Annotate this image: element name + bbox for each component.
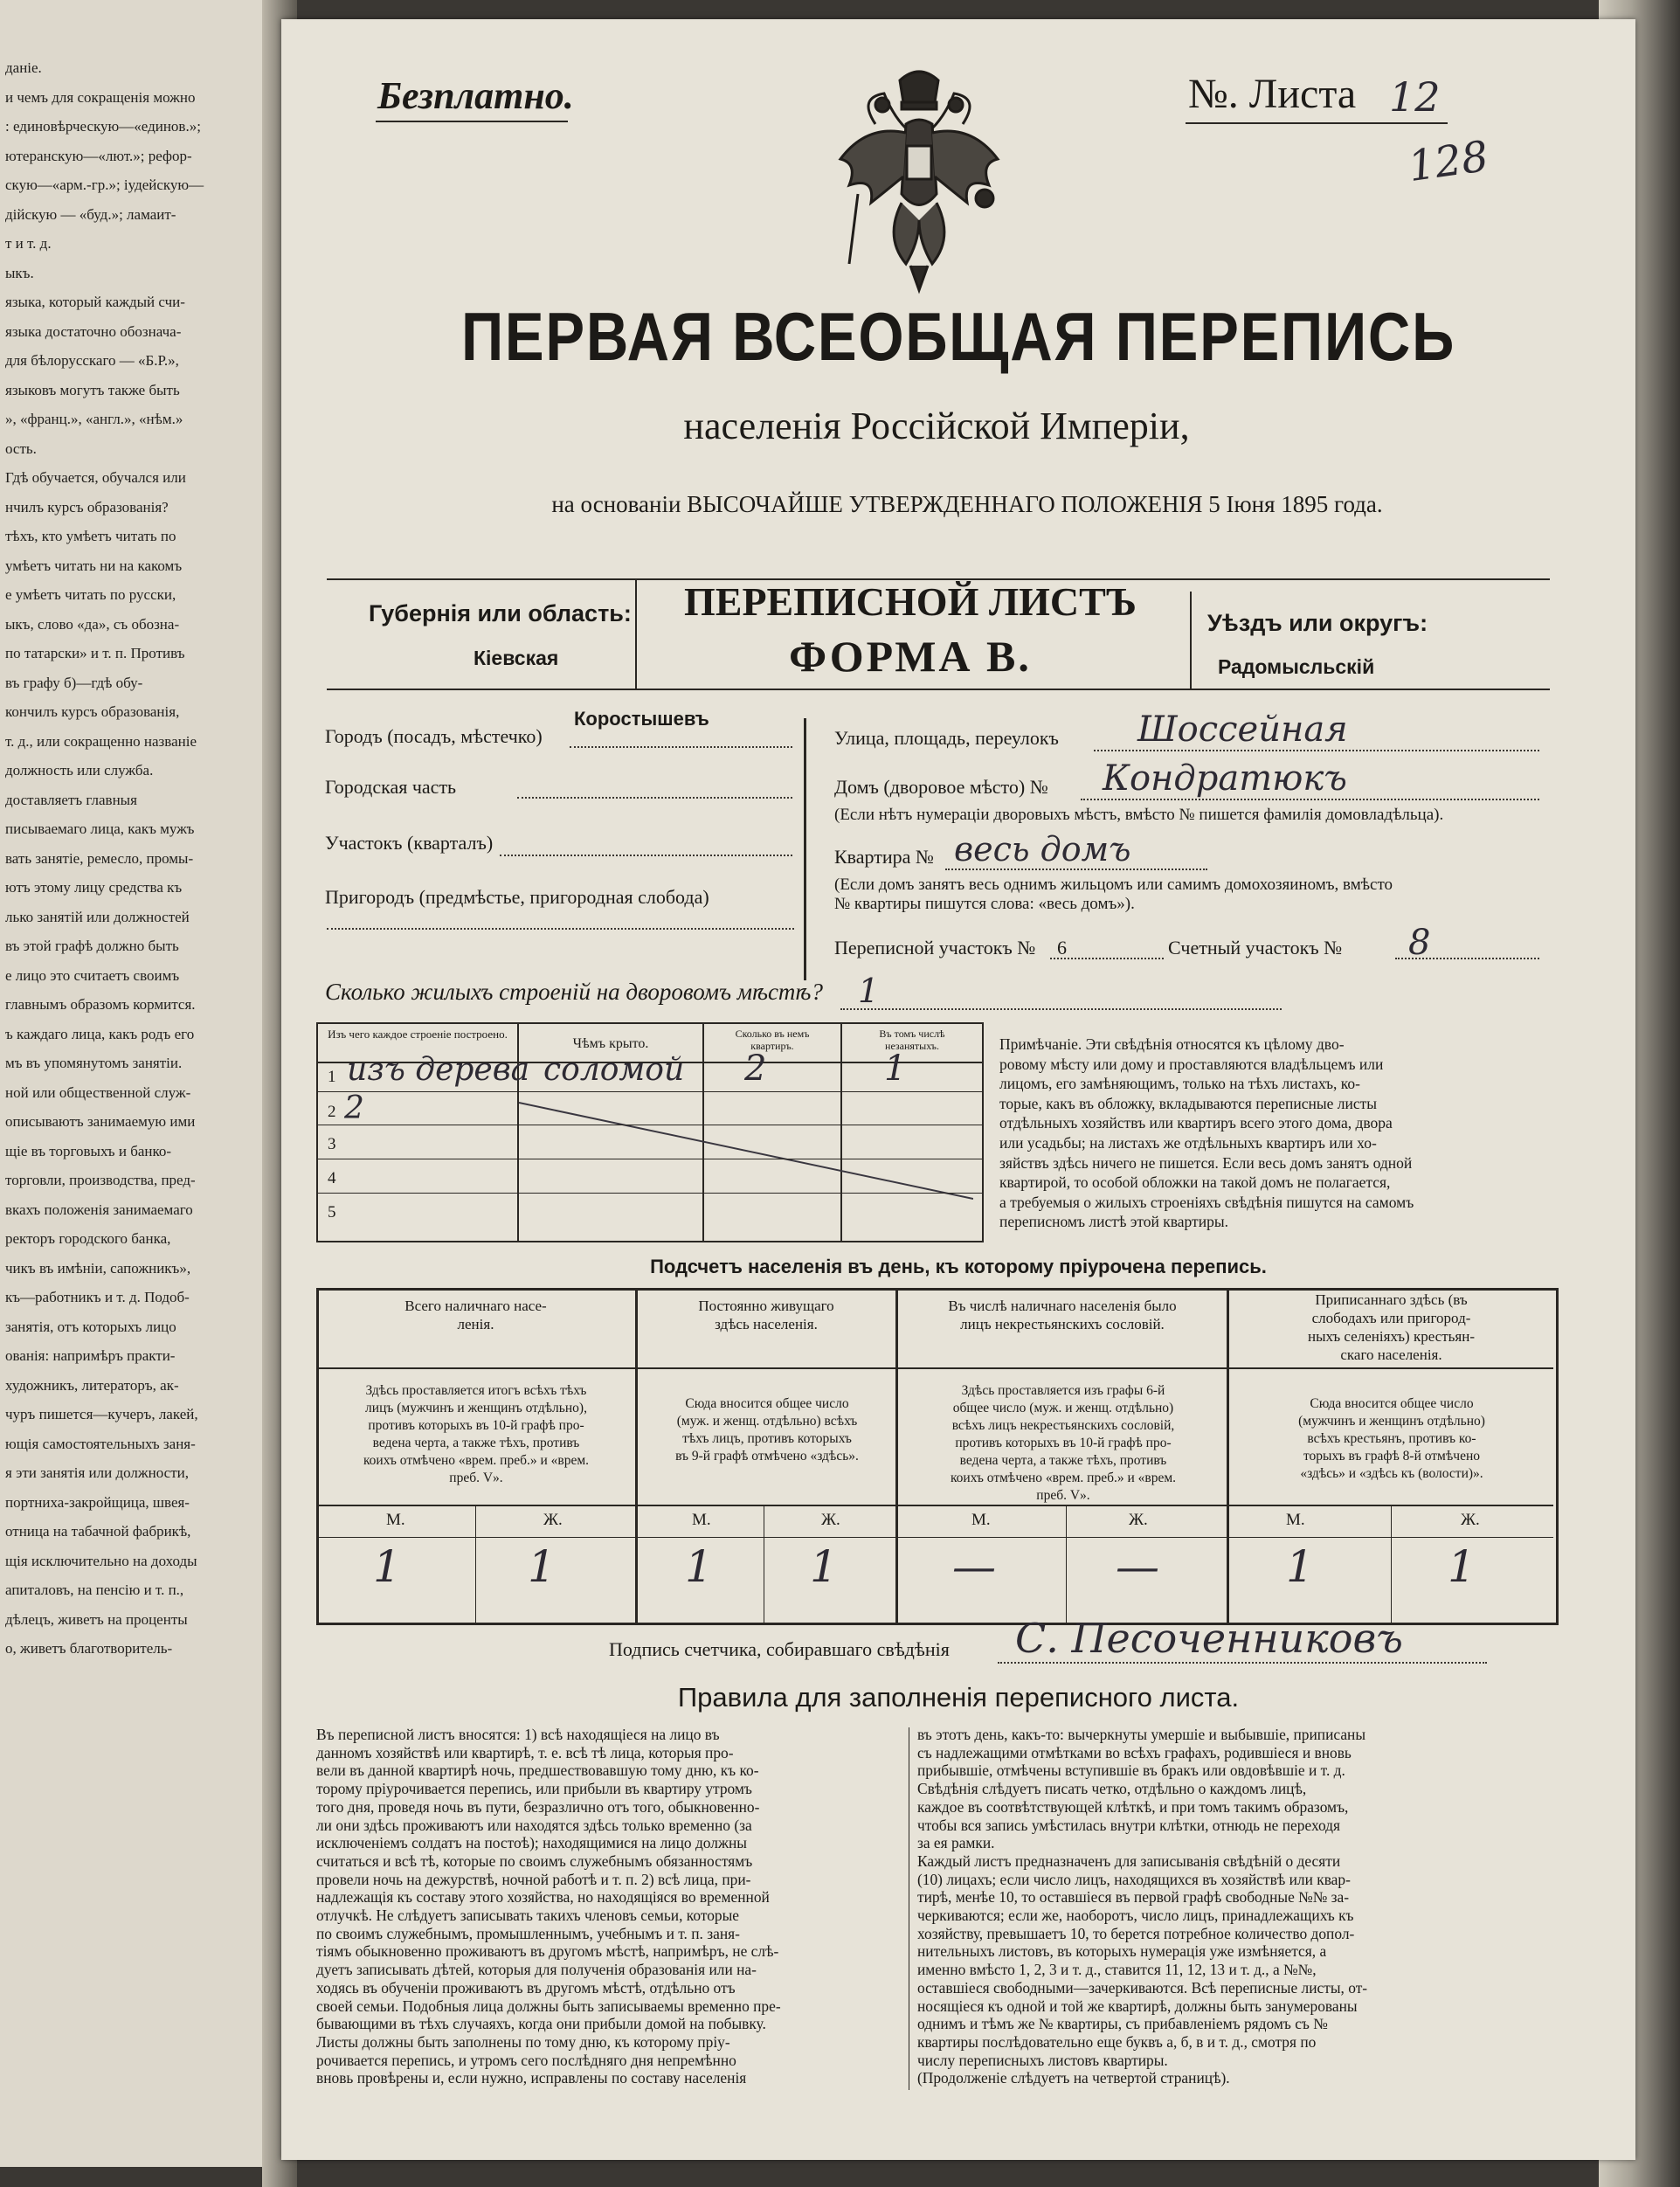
facing-page-line: е умѣетъ читать по русски, (5, 586, 176, 603)
house-note: (Если нѣтъ нумераціи дворовыхъ мѣстъ, вмѣсто № пишется фамилія домовладѣльца). (834, 806, 1444, 824)
facing-page-line: о, живетъ благотворитель- (5, 1640, 173, 1657)
counting-district-label: Счетный участокъ № (1168, 937, 1343, 959)
pop-col-peasant-desc: Сюда вносится общее число (мужчинъ и женщинъ отдѣльно) всѣхъ крестьянъ, противъ ко- торыхъ въ графѣ 8-й отмѣчено «здѣсь» и «здѣсь къ (волости)». (1298, 1396, 1485, 1481)
district-value: Радомысльскій (1218, 655, 1375, 678)
col-vacant-header: Въ томъ числѣ незанятыхъ. (879, 1028, 945, 1052)
facing-page-line: чуръ пишется—кучеръ, лакей, (5, 1406, 198, 1422)
suburb-label: Пригородъ (предмѣстье, пригородная слобода) (325, 886, 709, 908)
free-label: Безплатно. (377, 74, 574, 117)
rules-line: носящіеся къ одной и той же квартирѣ, должны быть занумерованы (917, 1997, 1358, 2015)
facing-page-line: дѣлецъ, живетъ на проценты (5, 1610, 188, 1628)
double-headed-eagle-emblem (823, 63, 1015, 299)
building-row-number: 3 (328, 1135, 336, 1153)
form-title: ПЕРЕПИСНОЙ ЛИСТЪ (683, 579, 1137, 624)
house-value: Кондратюкъ (1103, 758, 1347, 799)
building-row-number: 2 (328, 1103, 336, 1121)
facing-page-line: ованія: напримѣръ практи- (5, 1347, 176, 1364)
facing-page-line: въ графу б)—гдѣ обу- (5, 674, 143, 691)
facing-page-line: дійскую — «буд.»; ламаит- (5, 205, 176, 223)
rules-line: считаться и всѣ тѣ, которые по своимъ служебнымъ обязанностямъ (316, 1851, 753, 1870)
facing-page-line: въ этой графѣ должно быть (5, 938, 179, 954)
rules-line: своей семьи. Подобныя лица должны быть записываемы временно пре- (316, 1997, 781, 2015)
facing-page-line: щіе въ торговыхъ и банко- (5, 1142, 172, 1159)
rules-line: нительныхъ листовъ, въ которыхъ нумерація уже измѣняется, а (917, 1942, 1327, 1961)
facing-page-line: доставляетъ главныя (5, 791, 137, 808)
facing-page-line: : единовѣрческую—«единов.»; (5, 118, 201, 135)
permanent-male: 1 (685, 1541, 713, 1592)
facing-page-line: ной или общественной служ- (5, 1083, 191, 1101)
total-female: 1 (528, 1541, 556, 1592)
note-line: квартирой, то особой обложки на такой домъ не полагается, (999, 1173, 1391, 1192)
city-value: Коростышевъ (574, 708, 709, 730)
building-row-mark: 2 (344, 1090, 364, 1126)
form-variant: ФОРМА В. (789, 632, 1032, 681)
facing-page-line: кончилъ курсъ образованія, (5, 703, 180, 720)
rules-line: данномъ хозяйствѣ или квартирѣ, т. е. всѣ тѣ лица, которыя про- (316, 1743, 734, 1761)
facing-page-line: главнымъ образомъ кормится. (5, 996, 196, 1013)
census-district-label: Переписной участокъ № (834, 937, 1036, 959)
building-row-number: 4 (328, 1169, 336, 1187)
facing-page-line: даніе. (5, 59, 42, 76)
population-title: Подсчетъ населенія въ день, къ которому пріурочена перепись. (650, 1256, 1267, 1277)
permanent-female: 1 (810, 1541, 838, 1592)
building-material: изъ дерева (347, 1052, 530, 1088)
pop-col-nonpeasant-desc: Здѣсь проставляется изъ графы 6-й общее число (муж. и женщ. отдѣльно) всѣхъ лицъ некрестьянскихъ сословій, противъ которыхъ въ 10-й графѣ про- ведена черта, а также тѣхъ, противъ коихъ отмѣчено «врем. преб.» и «врем. преб. V». (950, 1383, 1177, 1503)
female-label: Ж. (1129, 1511, 1148, 1529)
facing-page-line: умѣетъ читать ни на какомъ (5, 557, 183, 574)
facing-page-line: ютъ этому лицу средства къ (5, 879, 183, 896)
city-label: Городъ (посадъ, мѣстечко) (325, 725, 543, 747)
legal-basis: на основаніи ВЫСОЧАЙШЕ УТВЕРЖДЕННАГО ПОЛОЖЕНІЯ 5 Іюня 1895 года. (551, 491, 1383, 517)
facing-page-line: языка, который каждый счи- (5, 294, 185, 310)
facing-page-line: апиталовъ, на пенсію и т. п., (5, 1581, 184, 1598)
rules-line: того дня, проведя ночь въ пути, безразлично отъ того, обыкновенно- (316, 1797, 760, 1816)
facing-page-line: лько занятій или должностей (5, 908, 190, 925)
facing-page-line: портниха-закройщица, швея- (5, 1493, 190, 1511)
rules-line: именно вмѣсто 1, 2, 3 и т. д., ставится 11, 12, 13 и т. д., а №№, (917, 1961, 1317, 1979)
facing-page-line: къ—работникъ и т. д. Подоб- (5, 1289, 190, 1305)
facing-page-line: торговли, производства, пред- (5, 1172, 196, 1188)
building-row-number: 1 (328, 1068, 336, 1086)
nonpeasant-female: — (1116, 1541, 1159, 1592)
facing-page-line: и чемъ для сокращенія можно (5, 88, 196, 106)
rules-line: исключеніемъ солдатъ на постоѣ); находящимися на лицо должны (316, 1834, 747, 1852)
census-sheet (281, 19, 1635, 2160)
facing-page-line: ъ каждаго лица, какъ родъ его (5, 1025, 195, 1042)
city-section-label: Участокъ (кварталъ) (325, 832, 494, 854)
rules-line: за ея рамки. (917, 1834, 995, 1852)
rules-line: хозяйству, превышаетъ 10, то берется потребное количество допол- (917, 1924, 1355, 1942)
male-label: М. (1286, 1511, 1305, 1529)
archive-number: 128 (1405, 131, 1492, 192)
facing-page-line: мъ въ упомянутомъ занятіи. (5, 1055, 183, 1071)
rules-line: числу переписныхъ листовъ квартиры. (917, 2051, 1168, 2069)
male-label: М. (971, 1511, 991, 1529)
facing-page-line: ющія самостоятельныхъ заня- (5, 1435, 196, 1452)
facing-page-line: занятія, отъ которыхъ лицо (5, 1318, 176, 1335)
rules-line: торому пріурочивается перепись, или прибыли въ квартиру утромъ (316, 1780, 752, 1798)
street-value: Шоссейная (1137, 709, 1348, 750)
note-line: зяйствъ здѣсь ничего не пишется. Если весь домъ занятъ одной (999, 1153, 1413, 1172)
pop-col-peasant-header: Приписаннаго здѣсь (въ слободахъ или пригород- ныхъ селеніяхъ) крестьян- скаго населенія. (1308, 1291, 1475, 1363)
facing-page-line: нчилъ курсъ образованія? (5, 498, 169, 516)
buildings-note (999, 1035, 1552, 1232)
cancelled-rows-stroke (519, 1076, 973, 1225)
rules-line: каждое въ соотвѣтствующей клѣткѣ, и при томъ такимъ образомъ, (917, 1797, 1349, 1816)
facing-page-line: е лицо это считаетъ своимъ (5, 966, 180, 984)
rules-line: (Продолженіе слѣдуетъ на четвертой страницѣ). (917, 2069, 1230, 2087)
house-label: Домъ (дворовое мѣсто) № (834, 776, 1048, 798)
facing-page-line: ютеранскую—«лют.»; рефор- (5, 147, 192, 164)
facing-page-line: тѣхъ, кто умѣетъ читать по (5, 528, 176, 544)
rules-title: Правила для заполненія переписного листа. (677, 1682, 1240, 1713)
facing-page-line: », «франц.», «англ.», «нѣм.» (5, 411, 183, 427)
facing-page-line: отница на табачной фабрикѣ, (5, 1523, 191, 1540)
col-apartments-header: Сколько въ немъ квартиръ. (735, 1028, 810, 1052)
rules-line: Каждый листъ предназначенъ для записыванія свѣдѣній о десяти (917, 1851, 1341, 1870)
facing-page-line: т. д., или сокращенно названіе (5, 732, 197, 750)
facing-page-line: писываемаго лица, какъ мужъ (5, 820, 195, 837)
province-label: Губернія или область: (369, 600, 632, 626)
facing-page-line: т и т. д. (5, 235, 52, 252)
sheet-number-value: 12 (1389, 73, 1441, 121)
rules-line: прибывшіе, отмѣчены вступившіе въ бракъ или овдовѣвшіе и т. д. (917, 1761, 1345, 1780)
rules-right-column (917, 1726, 1520, 2087)
facing-page-line: для бѣлорусскаго — «Б.Р.», (5, 352, 179, 369)
nonpeasant-male: — (952, 1541, 996, 1592)
facing-page-line: Гдѣ обучается, обучался или (5, 469, 186, 486)
main-title: ПЕРВАЯ ВСЕОБЩАЯ ПЕРЕПИСЬ (460, 298, 1456, 375)
buildings-question: Сколько жилыхъ строеній на дворовомъ мѣстѣ? (325, 979, 823, 1005)
note-line: переписномъ листѣ этой квартиры. (999, 1213, 1228, 1231)
facing-page-line: щія исключительно на доходы (5, 1552, 197, 1569)
pop-col-permanent-header: Постоянно живущаго здѣсь населенія. (698, 1298, 834, 1332)
rules-line: съ надлежащими отмѣтками во всѣхъ графахъ, родившіеся и вновь (917, 1743, 1352, 1761)
signature-label: Подпись счетчика, собиравшаго свѣдѣнія (609, 1638, 950, 1660)
building-roof: соломой (543, 1052, 685, 1088)
note-line: отдѣльныхъ хозяйствъ или квартиръ всего этого дома, двора (999, 1114, 1393, 1132)
apartment-note-1: (Если домъ занятъ весь однимъ жильцомъ или самимъ домохозяиномъ, вмѣсто (834, 875, 1393, 894)
facing-page-line: чикъ въ имѣніи, сапожникъ», (5, 1259, 191, 1277)
note-line: или усадьбы; на листахъ же отдѣльныхъ квартиръ или хо- (999, 1133, 1377, 1152)
rules-line: тирѣ, менѣе 10, то оставшіеся въ первой графѣ свободные №№ за- (917, 1888, 1350, 1907)
note-line: а требуемыя о жилыхъ строеніяхъ свѣдѣнія пишутся на самомъ (999, 1193, 1414, 1211)
rules-line: чтобы вся запись умѣстилась внутри клѣтки, отнюдь не переходя (917, 1816, 1341, 1834)
building-apartments: 2 (744, 1049, 767, 1089)
rules-line: въ этотъ день, какъ-то: вычеркнуты умершіе и выбывшіе, приписаны (917, 1726, 1366, 1743)
province-value: Кіевская (474, 647, 559, 669)
col-material-header: Изъ чего каждое строеніе построено. (328, 1028, 508, 1041)
rules-line: черкиваются; если же, наоборотъ, число лицъ, принадлежащихъ къ (917, 1907, 1354, 1925)
pop-col-permanent-desc: Сюда вносится общее число (муж. и женщ. отдѣльно) всѣхъ тѣхъ лицъ, противъ которыхъ въ 9-й графѣ отмѣчено «здѣсь». (675, 1396, 859, 1464)
rules-line: по своимъ служебнымъ, промышленнымъ, учебнымъ и т. п. заня- (316, 1924, 740, 1942)
subtitle: населенія Россійской Имперіи, (683, 405, 1190, 447)
rules-line: рочивается перепись, и утромъ сего послѣдняго дня непремѣнно (316, 2051, 736, 2069)
rules-line: однимъ и тѣмъ же № квартиры, съ прибавленіемъ рядомъ съ № (917, 2015, 1328, 2033)
street-label: Улица, площадь, переулокъ (834, 727, 1059, 749)
facing-page-line: я эти занятія или должности, (5, 1464, 189, 1481)
col-roof-header: Чѣмъ крыто. (572, 1036, 649, 1051)
enumerator-signature: С. Песоченниковъ (1015, 1615, 1403, 1662)
rules-line: дуетъ записывать дѣтей, которыя для полученія образованія или на- (316, 1961, 757, 1979)
facing-page-line: художникъ, литераторъ, ак- (5, 1376, 179, 1394)
rules-line: ходясь въ обученіи проживаютъ въ другомъ мѣстѣ, отдѣльно отъ (316, 1978, 736, 1997)
rules-line: квартиры послѣдовательно еще буквъ а, б, в и т. д., смотря по (917, 2032, 1317, 2051)
building-vacant: 1 (884, 1049, 907, 1089)
facing-page-line: языковъ могутъ также быть (5, 381, 180, 398)
building-row-number: 5 (328, 1203, 336, 1222)
female-label: Ж. (821, 1511, 840, 1529)
rules-line: (10) лицахъ; если число лицъ, находящихся въ хозяйствѣ или квар- (917, 1870, 1351, 1888)
facing-page-line: языка достаточно обознача- (5, 322, 182, 340)
counting-district-value: 8 (1408, 923, 1431, 963)
facing-page-line: ость. (5, 439, 37, 457)
note-line: торые, какъ въ обложку, вкладываются переписные листы (999, 1094, 1378, 1112)
rules-line: Свѣдѣнія слѣдуетъ писать четко, отдѣльно о каждомъ лицѣ, (917, 1780, 1307, 1798)
buildings-answer: 1 (858, 972, 880, 1010)
facing-page-line: скую—«арм.-гр.»; іудейскую— (5, 176, 204, 193)
rules-line: тіямъ обыкновенно проживаютъ въ другомъ мѣстѣ, напримѣръ, не слѣ- (316, 1942, 779, 1961)
male-label: М. (386, 1511, 405, 1529)
facing-page-line: ыкъ. (5, 264, 34, 281)
facing-page-line: описываютъ занимаемую ими (5, 1113, 196, 1130)
pop-col-total-header: Всего наличнаго насе- ленія. (404, 1298, 547, 1332)
peasant-female: 1 (1448, 1541, 1476, 1592)
total-male: 1 (373, 1541, 401, 1592)
peasant-male: 1 (1286, 1541, 1314, 1592)
facing-page-line: по татарски» и т. п. Противъ (5, 645, 185, 661)
rules-line: Въ переписной листъ вносятся: 1) всѣ находящіеся на лицо въ (316, 1726, 720, 1743)
city-part-label: Городская часть (325, 776, 457, 798)
rules-left-column (316, 1726, 902, 2087)
rules-line: вновь провѣрены и, если нужно, исправлены по составу населенія (316, 2069, 747, 2087)
facing-page-line: вать занятіе, ремесло, промы- (5, 849, 194, 867)
female-label: Ж. (543, 1511, 563, 1529)
female-label: Ж. (1461, 1511, 1480, 1529)
pop-col-nonpeasant-header: Въ числѣ наличнаго населенія было лицъ некрестьянскихъ сословій. (948, 1298, 1177, 1332)
census-district-value: 6 (1057, 937, 1067, 959)
rules-line: ли они здѣсь проживаютъ или находятся здѣсь только временно (за (316, 1816, 752, 1834)
facing-page-line: ректоръ городского банка, (5, 1230, 171, 1247)
note-line: ровому мѣсту или дому и проставляются владѣльцемъ или (999, 1055, 1384, 1073)
note-line: Примѣчаніе. Эти свѣдѣнія относятся къ цѣлому дво- (999, 1035, 1345, 1053)
apartment-value: весь домъ (954, 830, 1131, 869)
note-line: лицомъ, его замѣняющимъ, только на тѣхъ листахъ, ко- (999, 1075, 1360, 1093)
rules-line: оставшіеся свободными—зачеркиваются. Всѣ переписные листы, от- (917, 1978, 1368, 1997)
rules-line: отлучкѣ. Не слѣдуетъ записывать такихъ членовъ семьи, которые (316, 1907, 739, 1925)
pop-col-total-desc: Здѣсь проставляется итогъ всѣхъ тѣхъ лицъ (мужчинъ и женщинъ отдѣльно), противъ которыхъ въ 10-й графѣ про- ведена черта, а также тѣхъ, противъ коихъ отмѣчено «врем. преб.» и «врем. преб. V». (363, 1383, 590, 1485)
rules-line: надлежащія къ составу этого хозяйства, но находящіяся во временной (316, 1888, 770, 1907)
district-label: Уѣздъ или округъ: (1207, 610, 1428, 636)
facing-page-line: должность или служба. (5, 762, 154, 779)
facing-page-line: ыкъ, слово «да», съ обозна- (5, 615, 180, 633)
apartment-note-2: № квартиры пишутся слова: «весь домъ»). (834, 895, 1135, 913)
rules-line: Листы должны быть заполнены по тому дню, къ которому пріу- (316, 2032, 730, 2051)
sheet-number-label: №. Листа (1188, 71, 1357, 117)
apartment-label: Квартира № (834, 846, 934, 868)
rules-line: провели ночь на дежурствѣ, ночной работѣ и т. п. 2) всѣ лица, при- (316, 1870, 751, 1888)
male-label: М. (692, 1511, 711, 1529)
facing-page-line: вкахъ положенія занимаемаго (5, 1201, 193, 1218)
rules-line: вели въ данной квартирѣ ночь, предшествовавшую тому дню, къ ко- (316, 1761, 759, 1780)
rules-line: бывающими въ тѣхъ случаяхъ, когда они прибыли домой на побывку. (316, 2015, 766, 2033)
